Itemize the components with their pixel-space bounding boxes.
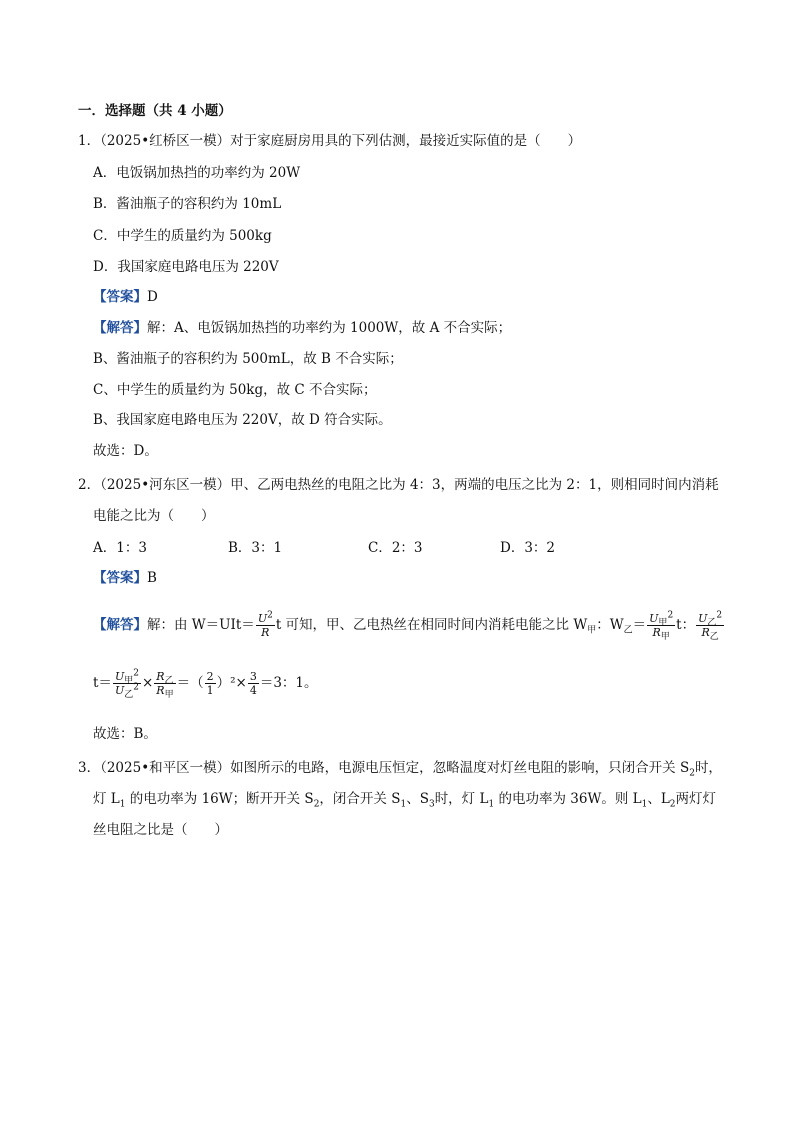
stem-text: ，闭合开关 S <box>319 791 401 807</box>
fraction-3-over-4 <box>248 670 259 697</box>
subscript: 3 <box>428 799 435 810</box>
symbol-u: U <box>649 612 659 625</box>
symbol-r: R <box>156 684 165 697</box>
q1-option-b: B．酱油瓶子的容积约为 10mL <box>93 196 282 212</box>
question-1-stem: 1．（2025•红桥区一模）对于家庭厨房用具的下列估测，最接近实际值的是（ ） <box>78 133 582 149</box>
numerator: 2 <box>206 670 214 683</box>
analysis-tag: 【解答】 <box>93 320 147 336</box>
subscript: 甲 <box>124 676 134 687</box>
symbol-u: U <box>114 670 125 683</box>
symbol-r: R <box>156 670 165 683</box>
analysis-text: 解：由 W＝UIt＝ <box>147 617 255 633</box>
analysis-text: 解：A、电饭锅加热挡的功率约为 1000W，故 A 不合实际； <box>147 320 512 336</box>
subscript: 乙 <box>164 676 174 687</box>
symbol-r: R <box>652 626 661 639</box>
exponent: 2 <box>133 682 139 693</box>
q2-option-c: C．2：3 <box>368 540 423 556</box>
subscript: 2 <box>669 799 676 810</box>
denominator: 1 <box>206 684 214 697</box>
stem-text: 的电功率为 16W；断开开关 S <box>125 791 314 807</box>
subscript: 甲 <box>587 625 597 636</box>
stem-text: 两灯灯 <box>675 791 717 807</box>
stem-text: 时，灯 L <box>434 791 489 807</box>
subscript: 2 <box>689 768 695 779</box>
section-title: 一．选择题（共 4 小题） <box>78 103 232 119</box>
q2-answer <box>93 568 157 588</box>
q1-answer <box>93 287 158 307</box>
q1-analysis-line-1 <box>93 318 511 338</box>
exponent: 2 <box>667 610 674 621</box>
analysis-text: t 可知，甲、乙电热丝在相同时间内消耗电能之比 W <box>275 617 588 633</box>
symbol-u: U <box>257 612 268 625</box>
fraction-u-jia-sq-over-u-yi-sq <box>113 668 141 701</box>
numerator: 3 <box>249 670 257 683</box>
q1-analysis-line-4: B、我国家庭电路电压为 220V，故 D 符合实际。 <box>93 412 392 428</box>
question-2-stem-line-1: 2．（2025•河东区一模）甲、乙两电热丝的电阻之比为 4：3，两端的电压之比为 2：1，则相同时间内消耗 <box>78 477 719 493</box>
subscript: 2 <box>313 799 320 810</box>
stem-text: 3．（2025•和平区一模）如图所示的电路，电源电压恒定，忽略温度对灯丝电阻的影响，只闭合开关 S <box>78 760 690 776</box>
q1-conclusion: 故选：D。 <box>93 443 158 459</box>
symbol-r: R <box>701 626 710 639</box>
exponent: 2 <box>267 610 273 621</box>
q2-analysis-line-1 <box>93 610 725 643</box>
analysis-text: × <box>141 675 154 691</box>
analysis-text: ²× <box>230 675 247 691</box>
q1-analysis-line-3: C、中学生的质量约为 50kg，故 C 不合实际； <box>93 382 377 398</box>
subscript: 乙 <box>709 632 719 643</box>
question-3-stem-line-1 <box>78 758 722 778</box>
subscript: 乙 <box>707 618 717 629</box>
q1-analysis-line-2: B、酱油瓶子的容积约为 500mL，故 B 不合实际； <box>93 351 403 367</box>
q2-option-b: B．3：1 <box>228 540 283 556</box>
symbol-u: U <box>698 612 708 625</box>
analysis-text: ＝3：1。 <box>259 675 318 691</box>
question-3-stem-line-3: 丝电阻之比是（ ） <box>93 822 228 838</box>
stem-text: 时， <box>694 760 722 776</box>
subscript: 甲 <box>660 632 670 643</box>
symbol-r: R <box>261 626 270 639</box>
subscript: 1 <box>641 799 648 810</box>
q2-option-a: A．1：3 <box>93 540 147 556</box>
denominator: 4 <box>249 684 257 697</box>
answer-tag: 【答案】 <box>93 289 147 305</box>
exponent: 2 <box>133 668 139 679</box>
fraction-r-yi-over-r-jia <box>154 670 175 701</box>
fraction-u-yi-sq-over-r-yi <box>696 610 724 643</box>
stem-text: 的电功率为 36W。则 L <box>494 791 642 807</box>
stem-text: 、L <box>647 791 670 807</box>
subscript: 乙 <box>124 690 134 701</box>
question-3-stem-line-2 <box>93 789 716 809</box>
stem-text: 灯 L <box>93 791 120 807</box>
q2-option-d: D．3：2 <box>500 540 556 556</box>
q1-option-c: C．中学生的质量约为 500kg <box>93 228 272 244</box>
question-2-stem-line-2: 电能之比为（ ） <box>93 508 215 524</box>
stem-text: 、S <box>406 791 429 807</box>
q2-analysis-line-2 <box>93 668 318 701</box>
analysis-text: ） <box>216 675 231 691</box>
q2-options-row <box>93 538 555 558</box>
subscript: 乙 <box>623 625 633 636</box>
analysis-text: ：W <box>596 617 624 633</box>
symbol-u: U <box>114 684 125 697</box>
answer-value: B <box>147 570 157 586</box>
answer-value: D <box>147 289 158 305</box>
fraction-u2-over-r <box>256 612 275 639</box>
fraction-2-over-1 <box>205 670 216 697</box>
analysis-text: t： <box>676 617 696 633</box>
q1-option-a: A．电饭锅加热挡的功率约为 20W <box>93 165 301 181</box>
subscript: 1 <box>488 799 495 810</box>
analysis-text: ＝ <box>632 617 647 633</box>
subscript: 1 <box>400 799 407 810</box>
subscript: 甲 <box>164 690 174 701</box>
q2-conclusion: 故选：B。 <box>93 726 157 742</box>
subscript: 1 <box>119 799 126 810</box>
analysis-text: ＝（ <box>176 675 204 691</box>
answer-tag: 【答案】 <box>93 570 147 586</box>
analysis-text: t＝ <box>93 675 112 691</box>
subscript: 甲 <box>658 618 668 629</box>
fraction-u-jia-sq-over-r-jia <box>647 610 675 643</box>
analysis-tag: 【解答】 <box>93 617 147 633</box>
q1-option-d: D．我国家庭电路电压为 220V <box>93 259 279 275</box>
exponent: 2 <box>716 610 723 621</box>
